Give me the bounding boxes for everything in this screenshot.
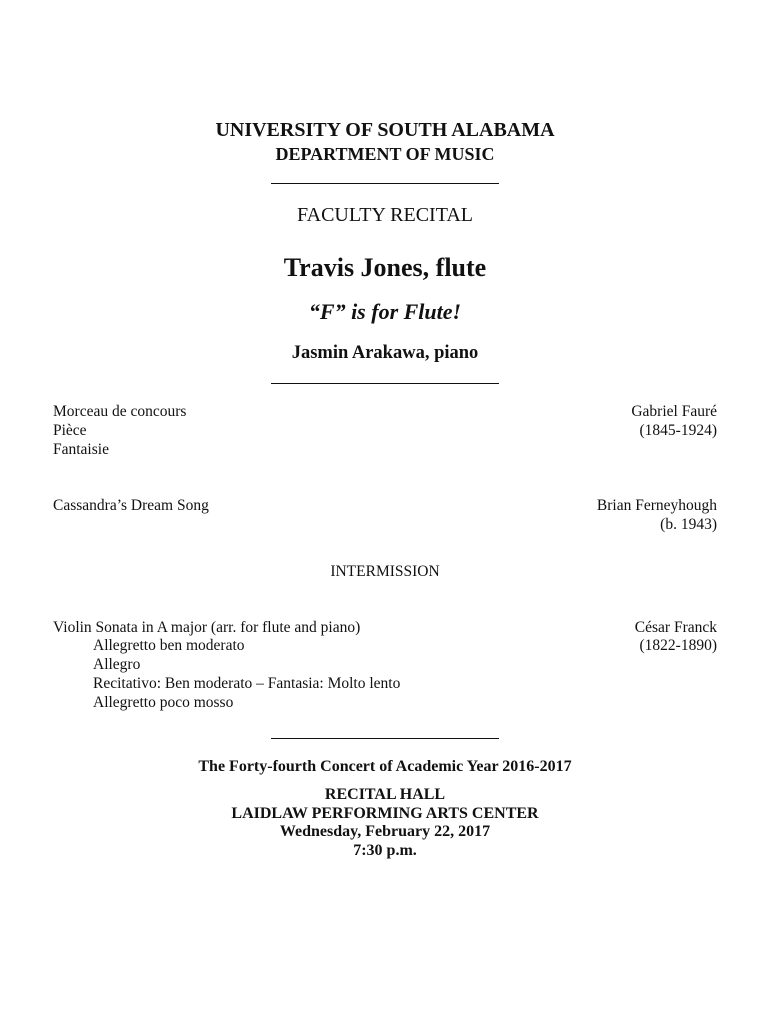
recital-type: FACULTY RECITAL (297, 204, 473, 226)
composer-name: Brian Ferneyhough (596, 497, 717, 514)
composer-dates: (b. 1943) (660, 516, 717, 533)
program-piece-title: Violin Sonata in A major (arr. for flute and piano) (53, 619, 361, 636)
divider-rule (271, 183, 499, 184)
divider-rule (271, 738, 499, 739)
venue-name: LAIDLAW PERFORMING ARTS CENTER (231, 805, 539, 822)
composer-dates: (1845-1924) (639, 422, 717, 439)
movement-title: Allegretto poco mosso (93, 694, 234, 711)
movement-title: Recitativo: Ben moderato – Fantasia: Molto lento (93, 675, 401, 692)
university-name: UNIVERSITY OF SOUTH ALABAMA (215, 119, 555, 141)
intermission-label: INTERMISSION (330, 563, 440, 580)
program-piece-title: Fantaisie (53, 441, 109, 458)
department-name: DEPARTMENT OF MUSIC (275, 144, 495, 164)
movement-title: Allegretto ben moderato (93, 637, 245, 654)
hall-name: RECITAL HALL (324, 786, 446, 803)
program-piece-title: Pièce (53, 422, 87, 439)
concert-number: The Forty-fourth Concert of Academic Year 2016-2017 (198, 758, 572, 775)
program-piece-title: Cassandra’s Dream Song (53, 497, 209, 514)
movement-title: Allegro (93, 656, 141, 673)
recital-subtitle: “F” is for Flute! (308, 299, 462, 324)
divider-rule (271, 383, 499, 384)
program-piece-title: Morceau de concours (53, 403, 187, 420)
composer-name: César Franck (634, 619, 717, 636)
composer-name: Gabriel Fauré (631, 403, 717, 420)
accompanist-name: Jasmin Arakawa, piano (291, 343, 479, 363)
composer-dates: (1822-1890) (639, 637, 717, 654)
concert-time: 7:30 p.m. (353, 842, 417, 859)
concert-date: Wednesday, February 22, 2017 (279, 823, 491, 840)
performer-name: Travis Jones, flute (283, 253, 487, 282)
